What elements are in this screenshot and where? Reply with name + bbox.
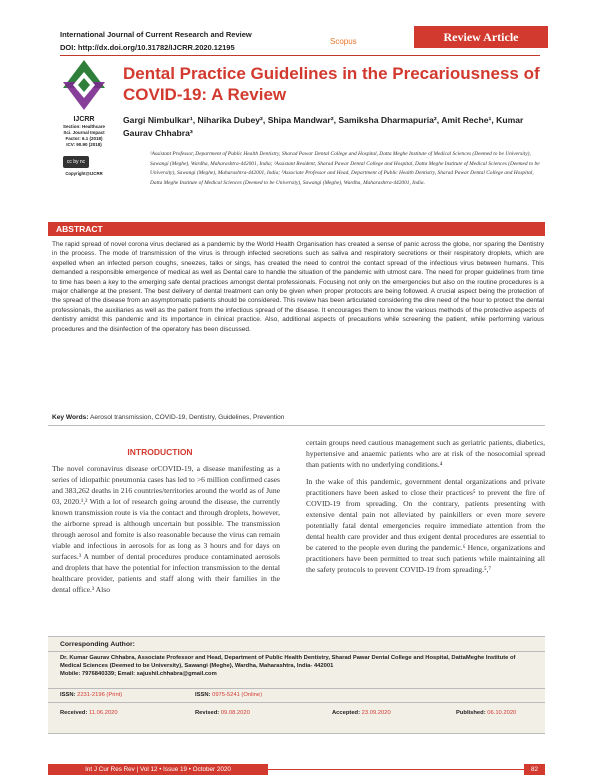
issn-print bbox=[60, 692, 122, 698]
logo-meta bbox=[58, 124, 110, 148]
footer-citation: Int J Cur Res Rev | Vol 12 • Issue 19 • October 2020 bbox=[48, 764, 268, 775]
journal-name: International Journal of Current Research and Review bbox=[60, 30, 252, 39]
revised-value: 09.08.2020 bbox=[220, 710, 250, 716]
introduction-heading: INTRODUCTION bbox=[127, 447, 193, 457]
affiliations: ¹Assistant Professor, Department of Public Health Dentistry, Sharad Pawar Dental College and Hospital, Datta Meghe Institute of Medical Sciences (Deemed to be University), Sawangi (Meghe), Wardha, Maharashtra-442001, India; ²Assistant Resident, Sharad Pawar Dental College and Hospital, Datta Meghe Institute of Medical Sciences (Deemed to be University), Sawangi (Meghe), Maharashtra-442001, India; ³Associate Professor and Head, Department of Public Health Dentistry, Sharad Pawar Dental College and Hospital, Datta Meghe Institute of Medical Sciences (Deemed to be University), Sawangi (Meghe), Wardha, Maharashtra-442001, India. bbox=[150, 151, 540, 186]
body-column-right bbox=[306, 437, 545, 577]
panel-divider bbox=[48, 688, 545, 689]
issn-online-label: ISSN: bbox=[195, 692, 211, 698]
ijcrr-logo-icon bbox=[61, 58, 107, 112]
keywords bbox=[52, 414, 544, 421]
corresponding-contact: Mobile: 7976840339; Email: sajushil.chhabra@gmail.com bbox=[60, 671, 217, 678]
footer-rule bbox=[268, 769, 524, 770]
received-label: Received: bbox=[60, 710, 88, 716]
keywords-divider bbox=[48, 425, 545, 426]
issn-online bbox=[195, 692, 262, 698]
cc-license-icon[interactable]: cc by nc bbox=[63, 156, 89, 168]
copyright-text: Copyright@IJCRR bbox=[65, 171, 103, 176]
author-list: Gargi Nimbulkar¹, Niharika Dubey², Shipa Mandwar², Samiksha Dharmapuria², Amit Reche¹, Kumar Gaurav Chhabra³ bbox=[123, 115, 524, 138]
logo-impact: Sci. Journal Impact Factor: 6.1 (2018) bbox=[63, 130, 105, 141]
keywords-label: Key Words: bbox=[52, 414, 89, 421]
corresponding-title: Corresponding Author: bbox=[60, 641, 135, 648]
received-value: 11.06.2020 bbox=[89, 710, 118, 716]
accepted-label: Accepted: bbox=[332, 710, 361, 716]
received-date bbox=[60, 710, 118, 716]
revised-label: Revised: bbox=[195, 710, 220, 716]
corresponding-details bbox=[60, 654, 535, 679]
issn-print-label: ISSN: bbox=[60, 692, 76, 698]
corresponding-address: Dr. Kumar Gaurav Chhabra, Associate Professor and Head, Department of Public Health Dentistry, Sharad Pawar Dental College and Hospital, DattaMeghe Institute of Medical Sciences (Deemed to be University), Sawangi (Meghe), Wardha, Maharashtra, India- 442001 bbox=[60, 655, 516, 670]
intro-paragraph: certain groups need cautious management such as geriatric patients, diabetics, hypertensive and anaemic patients who are at risk of the nosocomial spread than patients with no underlying conditions.⁴ bbox=[306, 438, 545, 469]
header-divider bbox=[60, 55, 540, 56]
issn-print-value: 2231-2196 (Print) bbox=[77, 692, 123, 698]
logo-section: Section: Healthcare bbox=[62, 124, 105, 129]
intro-paragraph: The novel coronavirus disease orCOVID-19, a disease manifesting as a series of idiopathic pneumonia cases has led to >6 million confirmed cases and 383,262 deaths in 216 countries/territories around the world as of June 03, 2020.¹,² With a lot of research going around the disease, the currently known transmission route is via the contact and through droplets, however, the airborne spread is although uncertain but possible. The transmission through aerosol and fomite is also reasonable because the virus can remain viable and infectious in aerosols for as long as 3 hours and for days on surfaces.³ A number of dental procedures produce contaminated aerosols and droplets that have the potential for infection transmission to the dental healthcare provider, patients and staff along with their families in the dental office.³ Also bbox=[52, 464, 280, 594]
intro-paragraph: In the wake of this pandemic, government dental organizations and private practitioners have been asked to close their practices⁵ to prevent the fire of COVID-19 from spreading. On the contrary, patients presenting with extensive dental pain not alleviated by painkillers or even more severe potentially fatal dental emergencies require immediate attention from the dental health care provider and thus exigent dental procedures are essential to be catered to the people even during the pandemic.⁶ Hence, organizations and practitioners have been permitted to treat such patients while maintaining all the safety protocols to prevent COVID-19 from spreading.⁵,⁷ bbox=[306, 477, 545, 574]
accepted-value: 23.09.2020 bbox=[361, 710, 391, 716]
panel-divider bbox=[48, 702, 545, 703]
accepted-date bbox=[332, 710, 391, 716]
published-label: Published: bbox=[456, 710, 486, 716]
article-type-badge: Review Article bbox=[414, 26, 548, 48]
abstract-heading: ABSTRACT bbox=[48, 222, 545, 236]
abstract-text: The rapid spread of novel corona virus declared as a pandemic by the World Health Organisation has created a sense of panic across the globe, nor sparing the Dentistry in the process. The mode of transmission of the virus is through infected secretions such as saliva and respiratory secretions or their respiratory droplets, which are expelled when an infected person coughs, sneezes, talks or sings, has created the need to control the contact spread of the infectious virus between humans. This demanded a responsible emergence of medical as well as Dental care to handle the situation of the pandemic with utmost care. The need for proper guidelines from time to time has been a key to the emerging safe dental practices amongst dental professionals. Focusing not only on the emergencies but also on the routine procedures is a major challenge at the present. The best delivery of dental treatment can only be given when proper protocols are being followed. A crucial aspect being the protection of the spread of the disease from an asymptomatic patients should be considered. This review has been articulated considering the dire need of the hour to protect the dental professionals, the auxiliaries as well as the patient from the infectious spread of the disease. It encourages them to know the various methods of the protective aspects of dentistry amidst this pandemic and its importance in clinical practice. Also, additional aspects of precautions while screening the patient, while performing various procedures and the disinfection of the operatory has been discussed. bbox=[52, 241, 544, 333]
logo-name: IJCRR bbox=[73, 116, 95, 123]
published-date bbox=[456, 710, 516, 716]
issn-online-value: 0975-5241 (Online) bbox=[212, 692, 263, 698]
page-number: 82 bbox=[524, 764, 545, 775]
article-title: Dental Practice Guidelines in the Precariousness of COVID-19: A Review bbox=[123, 64, 540, 104]
keywords-value: Aerosol transmission, COVID-19, Dentistry, Guidelines, Prevention bbox=[90, 414, 285, 421]
revised-date bbox=[195, 710, 250, 716]
panel-divider bbox=[48, 651, 545, 652]
body-column-left bbox=[52, 463, 280, 597]
published-value: 06.10.2020 bbox=[487, 710, 517, 716]
scopus-logo: Scopus bbox=[330, 37, 357, 46]
doi-link[interactable]: DOI: http://dx.doi.org/10.31782/IJCRR.2020.12195 bbox=[60, 43, 235, 52]
logo-icv: ICV: 90.90 (2018) bbox=[66, 142, 102, 147]
